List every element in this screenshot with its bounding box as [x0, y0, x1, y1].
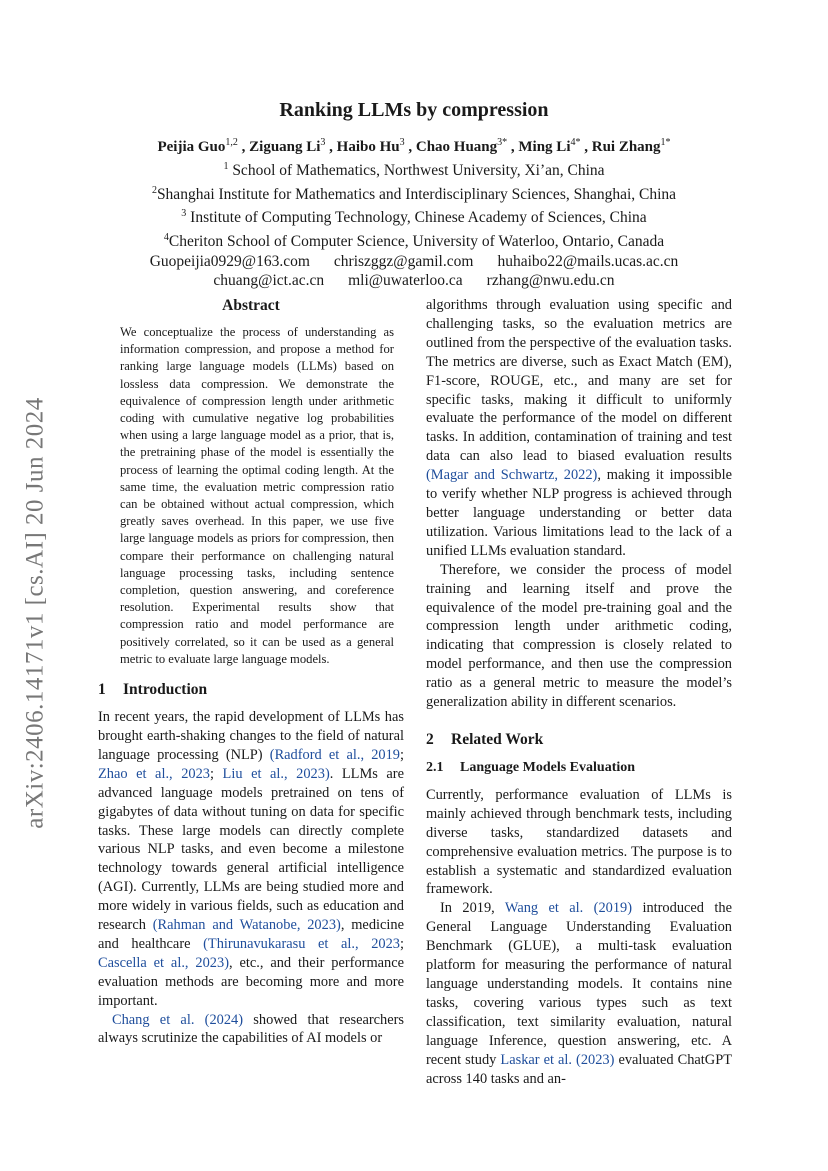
citation-link[interactable]: (Magar and Schwartz, 2022) — [426, 467, 598, 484]
paragraph-text: In 2019, — [440, 900, 505, 917]
email-address: rzhang@nwu.edu.cn — [486, 272, 615, 290]
author-marker: 3 — [320, 137, 326, 148]
right-column — [426, 296, 732, 1088]
affiliation-marker: 2 — [151, 184, 157, 196]
email-address: chuang@ict.ac.cn — [213, 272, 325, 290]
affiliation — [90, 204, 738, 228]
email-address: mli@uwaterloo.ca — [348, 272, 463, 290]
email-address: chriszggz@gamil.com — [333, 252, 474, 270]
affiliation — [90, 228, 738, 252]
citation-link[interactable]: (Radford et al., 2019 — [269, 746, 400, 763]
related-paragraph-2 — [426, 899, 732, 1088]
paragraph-text: Currently, performance evaluation of LLMs is mainly achieved through benchmark tests, including diverse tasks, standardized datasets and comprehensive evaluation metrics. The purpose is to establish a systematic and standardized evaluation framework. — [426, 786, 732, 898]
paragraph-text: , medicine and healthcare — [98, 917, 404, 952]
affiliation-marker: 3 — [181, 208, 187, 220]
arxiv-identifier — [20, 375, 52, 850]
section-title: Introduction — [123, 681, 208, 699]
author-marker: 1* — [660, 137, 671, 148]
intro-paragraph-1 — [98, 708, 404, 1011]
email-row — [90, 252, 738, 272]
paper-title: Ranking LLMs by compression — [279, 99, 549, 121]
section-heading-related-work — [426, 730, 732, 750]
citation-link[interactable]: Wang et al. (2019) — [504, 900, 633, 917]
affiliation-list — [90, 157, 738, 252]
affiliation-text: Institute of Computing Technology, Chinese Academy of Sciences, China — [186, 209, 647, 227]
paragraph-text: ; — [209, 765, 223, 782]
author-name: Haibo Hu — [336, 139, 400, 155]
citation-link[interactable]: (Thirunavukarasu et al., 2023 — [203, 935, 400, 952]
affiliation-text: Cheriton School of Computer Science, University of Waterloo, Ontario, Canada — [168, 233, 665, 251]
paragraph-text: ; — [400, 935, 404, 952]
citation-link[interactable]: Zhao et al., 2023 — [98, 765, 210, 782]
paragraph-text: algorithms through evaluation using specific and challenging tasks, so the evaluation metrics are outlined from the perspective of the evaluation tasks. The metrics are diverse, such as Exact Match (EM), F1-score, ROUGE, etc., and many are set for specific tasks, making it difficult to uniformly evaluate the performance of the model on different tasks. In addition, contamination of training and test data can also lead to biased evaluation results — [426, 297, 732, 465]
paragraph-text: , making it impossible to verify whether NLP progress is achieved through better language understanding or better data utilization. Various limitations lead to the lack of a unified LLMs evaluation standard. — [426, 467, 732, 559]
author-name: Rui Zhang — [591, 139, 661, 155]
author-name: Ziguang Li — [249, 139, 321, 155]
affiliation-text: Shanghai Institute for Mathematics and Interdisciplinary Sciences, Shanghai, China — [156, 185, 677, 203]
left-column — [98, 296, 404, 1048]
subsection-title: Language Models Evaluation — [460, 759, 636, 775]
section-number: 2 — [426, 730, 434, 748]
author-marker: 1,2 — [225, 137, 238, 148]
arxiv-id-text: arXiv:2406.14171v1 [cs.AI] 20 Jun 2024 — [22, 396, 50, 829]
author-name: Ming Li — [518, 139, 571, 155]
email-list — [90, 252, 738, 291]
author-name: Peijia Guo — [157, 139, 226, 155]
citation-link[interactable]: Cascella et al., 2023) — [98, 954, 229, 971]
paragraph-text: , etc., and their performance evaluation methods are becoming more and more important. — [98, 954, 405, 1009]
paragraph-text: Therefore, we consider the process of model training and learning itself and prove the equivalence of the model pre-training goal and the compression length under arithmetic coding, indicating that compression is closely related to model performance, and then use the compression ratio as a general metric to measure the model’s generalization ability in different scenarios. — [426, 561, 732, 711]
affiliation-marker: 1 — [223, 161, 229, 172]
affiliation-text: School of Mathematics, Northwest University, Xi’an, China — [228, 162, 605, 180]
email-address: huhaibo22@mails.ucas.ac.cn — [497, 252, 679, 270]
affiliation — [90, 181, 738, 205]
author-marker: 3 — [399, 137, 405, 148]
abstract-heading: Abstract — [222, 297, 280, 314]
paragraph-text: In recent years, the rapid development of LLMs has brought earth-shaking changes to the field of natural language processing (NLP) — [98, 709, 404, 763]
paragraph-text: evaluated ChatGPT across 140 tasks and an- — [426, 1051, 732, 1087]
paragraph-text: introduced the General Language Understanding Evaluation Benchmark (GLUE), a multi-task evaluation platform for measuring the performance of natural language understanding models. It contains nine tasks, covering various types such as text classification, text similarity evaluation, natural language Inference, question answering, etc. A recent study — [426, 900, 732, 1068]
intro-paragraph-4 — [426, 561, 732, 712]
intro-paragraph-3 — [426, 296, 732, 561]
author-list: Peijia Guo$^{1,2}$ , Ziguang Li$^3$ , Haibo Hu$^3$ , Chao Huang$^{3*}$ , Ming $Li^{4*}$ , Rui Zhang$^{1*}$ — [157, 137, 671, 155]
email-address: Guopeijia0929@163.com — [149, 252, 310, 270]
citation-link[interactable]: Chang et al. (2024) — [112, 1011, 244, 1028]
paragraph-text: . LLMs are advanced language models pretrained on tens of gigabytes of data without tuning on data for specific tasks. These large models can directly complete various NLP tasks, and even become a milestone technology towards general artificial intelligence (AGI). Currently, LLMs are being studied more and more widely in various fields, such as education and research — [98, 765, 404, 934]
subsection-heading-lm-evaluation — [426, 758, 732, 778]
citation-link[interactable]: Liu et al., 2023) — [222, 765, 330, 782]
section-number: 1 — [98, 681, 106, 699]
email-row — [90, 271, 738, 291]
affiliation — [90, 157, 738, 181]
intro-paragraph-2 — [98, 1011, 404, 1049]
author-marker: 3* — [497, 137, 508, 148]
paragraph-text: showed that researchers always scrutinize the capabilities of AI models or — [98, 1011, 404, 1047]
paper-header — [90, 97, 738, 291]
author-name: Chao Huang — [415, 139, 498, 155]
section-heading-introduction — [98, 680, 404, 700]
abstract-body: We conceptualize the process of understanding as information compression, and propose a method for ranking large language models (LLMs) based on lossless data compression. We demonstrate the equivalence of compression length under arithmetic coding with cumulative negative log probabilities when using a large language model as a prior, that is, the pretraining phase of the model is essentially the process of learning the optimal coding length. At the same time, the evaluation metric compression ratio can be obtained without actual compression, which greatly saves overhead. In this paper, we use five large language models as priors for compression, then compare their performance on challenging natural language processing tasks, including sentence completion, question answering, and coreference resolution. Experimental results show that compression ratio and model performance are positively correlated, so it can be used as a general metric to evaluate large language models. — [120, 325, 394, 666]
paragraph-text: ; — [400, 746, 404, 763]
citation-link[interactable]: Laskar et al. (2023) — [500, 1051, 615, 1068]
affiliation-marker: 4 — [163, 231, 169, 243]
author-marker: 4* — [570, 137, 581, 148]
citation-link[interactable]: (Rahman and Watanobe, 2023) — [152, 917, 341, 934]
section-title: Related Work — [451, 730, 544, 748]
subsection-number: 2.1 — [426, 759, 444, 775]
related-paragraph-1 — [426, 786, 732, 899]
